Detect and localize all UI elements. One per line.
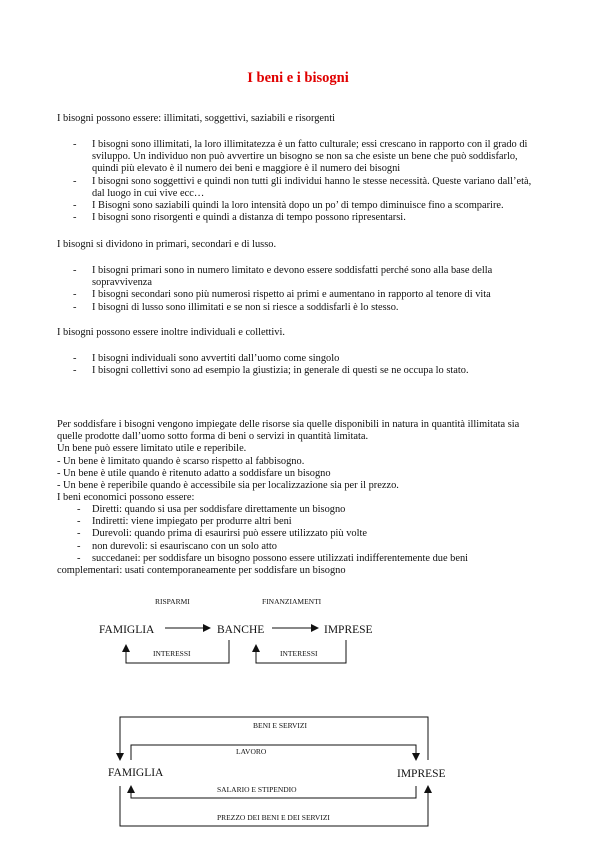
arrow-interessi-2 (256, 640, 346, 663)
intro-individuali-collettivi: I bisogni possono essere inoltre individuali e collettivi. (57, 327, 285, 338)
label-finanziamenti: FINANZIAMENTI (262, 597, 322, 606)
list-item: - I bisogni secondari sono più numerosi rispetto ai primi e aumentano in rapporto al tenore di vita (73, 289, 543, 301)
list-item: - I bisogni sono illimitati, la loro illimitatezza è un fatto culturale; essi crescano in rapporto con il grado di sviluppo. Un individuo non può avvertire un bisogno se non sa che esiste un bene che può soddisfarlo, quindi più elevato è il numero dei beni e maggiore è il numero dei bisogni (73, 139, 543, 176)
arrow-prezzo (120, 786, 428, 826)
list-item: - Diretti: quando si usa per soddisfare direttamente un bisogno (77, 504, 547, 516)
label-beni-servizi: BENI E SERVIZI (253, 721, 307, 730)
types-continuation: complementari: usati contemporaneamente per soddisfare un bisogno (57, 565, 346, 576)
list-item: - non durevoli: si esauriscano con un solo atto (77, 541, 547, 553)
bene-line: Un bene può essere limitato utile e reperibile. (57, 443, 247, 455)
list-item: - Indiretti: viene impiegato per produrre altri beni (77, 516, 547, 528)
node-famiglia-2: FAMIGLIA (108, 767, 164, 779)
label-lavoro: LAVORO (236, 747, 267, 756)
node-famiglia: FAMIGLIA (99, 624, 155, 636)
node-imprese-2: IMPRESE (397, 768, 446, 780)
label-salario: SALARIO E STIPENDIO (217, 785, 297, 794)
intro-tipi-bisogni: I bisogni si dividono in primari, secondari e di lusso. (57, 239, 277, 250)
bene-line: - Un bene è utile quando è ritenuto adatto a soddisfare un bisogno (57, 467, 331, 479)
list-item: - Durevoli: quando prima di esaurirsi può essere utilizzato più volte (77, 528, 547, 540)
risorse-paragraph: Per soddisfare i bisogni vengono impiegate delle risorse sia quelle disponibili in natura in quantità illimitata sia quelle prodotte dall’uomo sotto forma di beni o servizi in quantità limitata. (57, 419, 520, 443)
list-item: - I bisogni primari sono in numero limitato e devono essere soddisfatti perché sono alla base della sopravvivenza (73, 265, 543, 289)
label-prezzo: PREZZO DEI BENI E DEI SERVIZI (217, 813, 330, 822)
arrow-salario (131, 786, 416, 798)
label-interessi-2: INTERESSI (280, 649, 318, 658)
arrow-interessi-1 (126, 640, 229, 663)
node-banche: BANCHE (217, 624, 265, 636)
bene-line: I beni economici possono essere: (57, 492, 195, 504)
arrow-lavoro (131, 745, 416, 760)
intro-bisogni-caratteristiche: I bisogni possono essere: illimitati, soggettivi, saziabili e risorgenti (57, 113, 336, 124)
bene-line: - Un bene è limitato quando è scarso rispetto al fabbisogno. (57, 455, 305, 467)
page-title: I beni e i bisogni (247, 70, 349, 86)
list-item: - I bisogni individuali sono avvertiti dall’uomo come singolo (73, 353, 543, 365)
arrow-beni-servizi (120, 717, 428, 760)
list-item: - I bisogni sono risorgenti e quindi a distanza di tempo possono ripresentarsi. (73, 212, 543, 224)
list-individuali-collettivi (73, 353, 543, 377)
list-item: - succedanei: per soddisfare un bisogno possono essere utilizzati indifferentemente due beni (77, 553, 547, 565)
risorse-section (57, 419, 547, 504)
label-risparmi: RISPARMI (155, 597, 190, 606)
list-item: - I bisogni collettivi sono ad esempio la giustizia; in generale di questi se ne occupa lo stato. (73, 365, 543, 377)
list-item: - I bisogni sono soggettivi e quindi non tutti gli individui hanno le stesse necessità. Queste variano dall’età, dal luogo in cui vive ecc… (73, 176, 543, 200)
list-beni-economici (77, 504, 547, 565)
list-tipi-bisogni (73, 265, 543, 314)
bene-line: - Un bene è reperibile quando è accessibile sia per localizzazione sia per il prezzo. (57, 480, 399, 492)
list-item: - I bisogni di lusso sono illimitati e se non si riesce a soddisfarli è lo stesso. (73, 302, 543, 314)
list-caratteristiche (73, 139, 543, 224)
node-imprese: IMPRESE (324, 624, 373, 636)
label-interessi-1: INTERESSI (153, 649, 191, 658)
list-item: - I Bisogni sono saziabili quindi la loro intensità dopo un po’ di tempo diminuisce fino a scomparire. (73, 200, 543, 212)
